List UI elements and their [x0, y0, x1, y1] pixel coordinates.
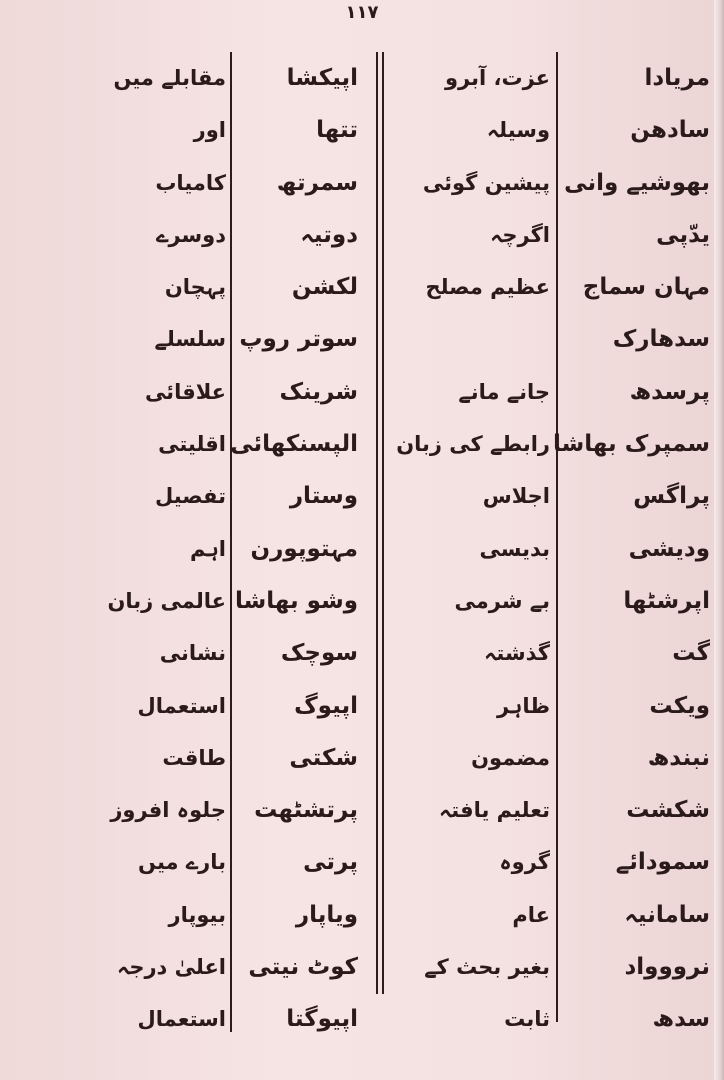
hindi-terms-column-2: [230, 52, 358, 1046]
column-rule: [230, 52, 232, 1032]
center-double-rule-b: [382, 52, 384, 994]
hindi-term: سمرتھ: [276, 169, 358, 196]
hindi-term: شکتی: [289, 744, 358, 771]
hindi-term: وستار: [289, 483, 358, 510]
hindi-term: مریادا: [644, 65, 710, 91]
urdu-meaning: مقابلے میں: [113, 66, 226, 90]
hindi-term: نرووواد: [624, 954, 710, 981]
urdu-meaning: اقلیتی: [158, 432, 226, 457]
urdu-meaning: [400, 313, 550, 365]
urdu-meaning: جلوہ افروز: [110, 798, 226, 823]
urdu-meaning: اجلاس: [482, 484, 550, 509]
hindi-term: اپیوگ: [294, 692, 358, 719]
hindi-term: شکشت: [626, 797, 710, 824]
hindi-term: نبندھ: [647, 744, 710, 771]
hindi-term: پرتی: [303, 849, 358, 876]
urdu-meaning: طاقت: [162, 745, 226, 770]
urdu-meaning: تفصیل: [154, 484, 226, 509]
urdu-meaning: تعلیم یافتہ: [438, 798, 550, 823]
urdu-meaning: مضمون: [471, 745, 550, 770]
hindi-term: وشو بھاشا: [234, 587, 358, 614]
hindi-term: لکشن: [291, 274, 358, 301]
hindi-term: سمپرک بھاشا: [552, 431, 710, 458]
urdu-meaning: پہچان: [164, 275, 226, 300]
hindi-term: سامانیہ: [624, 901, 710, 928]
urdu-meaning: عالمی زبان: [107, 588, 226, 613]
hindi-term: دوتیہ: [300, 221, 358, 248]
urdu-meaning: بیوپار: [168, 902, 226, 927]
urdu-meaning: وسیلہ: [486, 118, 550, 143]
column-rule: [556, 52, 558, 1022]
hindi-term: پرتشٹھت: [254, 797, 358, 824]
urdu-meaning: اعلیٰ درجہ: [117, 955, 226, 980]
urdu-meaning: رابطے کی زبان: [396, 432, 550, 457]
urdu-meaning: گذشتہ: [484, 641, 550, 666]
hindi-term: بھوشیے وانی: [564, 169, 710, 196]
hindi-term: اپیوگتا: [286, 1006, 358, 1033]
urdu-meaning: استعمال: [137, 693, 226, 718]
hindi-terms-column-1: [552, 52, 710, 1046]
page-number: ۱۱۷: [345, 2, 379, 23]
hindi-term: سمودائے: [615, 849, 710, 876]
urdu-meaning: دوسرے: [156, 222, 226, 247]
urdu-meaning: گروہ: [499, 850, 550, 875]
urdu-meanings-column-2: [90, 52, 226, 1046]
hindi-term: اپیکشا: [286, 65, 358, 91]
hindi-term: الپسنکھائی: [230, 431, 358, 458]
page-edge: [714, 0, 724, 1080]
hindi-term: سدھ: [652, 1006, 710, 1033]
urdu-meaning: استعمال: [137, 1007, 226, 1032]
hindi-term: سوتر روپ: [239, 326, 358, 353]
hindi-term: تتھا: [316, 117, 358, 144]
urdu-meaning: عزت، آبرو: [445, 66, 550, 90]
urdu-meaning: بغیر بحث کے: [424, 955, 550, 980]
urdu-meaning: بارے میں: [138, 850, 226, 875]
hindi-term: مہتوپورن: [250, 535, 358, 562]
hindi-term: سادھن: [630, 117, 710, 144]
urdu-meaning: بدیسی: [479, 536, 550, 561]
urdu-meaning: بے شرمی: [454, 588, 550, 613]
hindi-term: پرسدھ: [629, 378, 710, 405]
hindi-term: شرینک: [279, 378, 358, 405]
center-double-rule-a: [376, 52, 378, 994]
hindi-term: ودیشی: [628, 535, 710, 562]
urdu-meaning: پیشین گوئی: [422, 170, 550, 195]
hindi-term: سوچک: [280, 640, 358, 667]
urdu-meaning: ظاہر: [496, 693, 550, 718]
urdu-meaning: ثابت: [504, 1007, 550, 1032]
urdu-meaning: نشانی: [159, 641, 226, 666]
urdu-meaning: اور: [193, 118, 226, 143]
hindi-term: سدھارک: [612, 326, 710, 353]
hindi-term: ویاپار: [295, 901, 358, 928]
urdu-meaning: عظیم مصلح: [425, 275, 550, 300]
hindi-term: اپرشٹھا: [623, 587, 710, 614]
hindi-term: پراگس: [633, 483, 710, 510]
urdu-meaning: سلسلے: [154, 327, 226, 352]
hindi-term: گت: [672, 640, 710, 667]
hindi-term: مہان سماج: [582, 274, 710, 301]
hindi-term: یدّپی: [656, 221, 710, 248]
hindi-term: ویکت: [649, 692, 710, 719]
urdu-meanings-column-1: [396, 52, 550, 1046]
urdu-meaning: علاقائی: [144, 379, 226, 404]
urdu-meaning: عام: [512, 902, 550, 927]
hindi-term: کوٹ نیتی: [248, 954, 358, 981]
urdu-meaning: اہم: [190, 536, 226, 561]
urdu-meaning: اگرچہ: [490, 222, 550, 247]
urdu-meaning: جانے مانے: [458, 379, 550, 404]
urdu-meaning: کامیاب: [155, 170, 226, 195]
